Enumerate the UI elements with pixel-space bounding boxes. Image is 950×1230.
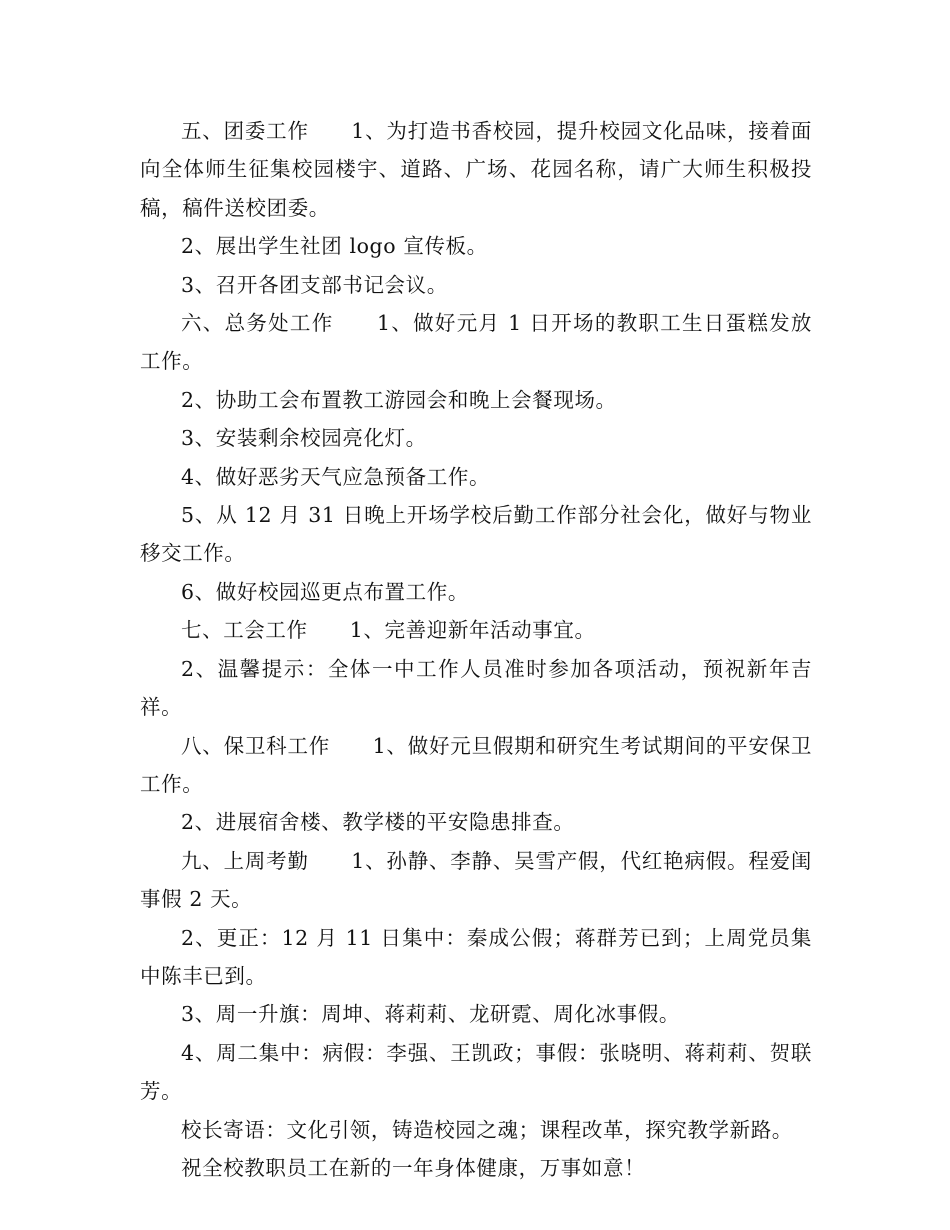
section-6-item-3: 3、安装剩余校园亮化灯。 bbox=[181, 426, 427, 451]
section-5-item-1: 五、团委工作 1、为打造书香校园，提升校园文化品味，接着面向全体师生征集校园楼宇、道路、广场、花园名称，请广大师生积极投稿，稿件送校团委。 bbox=[140, 119, 812, 220]
section-6-item-6: 6、做好校园巡更点布置工作。 bbox=[181, 579, 469, 604]
section-8-item-2: 2、进展宿舍楼、教学楼的平安隐患排查。 bbox=[181, 810, 575, 835]
section-5-item-3: 3、召开各团支部书记会议。 bbox=[181, 272, 448, 297]
section-8-item-1: 八、保卫科工作 1、做好元旦假期和研究生考试期间的平安保卫工作。 bbox=[140, 733, 812, 796]
section-6-item-5: 5、从 12 月 31 日晚上开场学校后勤工作部分社会化，做好与物业移交工作。 bbox=[140, 503, 812, 566]
section-6-item-4: 4、做好恶劣天气应急预备工作。 bbox=[181, 464, 491, 489]
section-6-item-1: 六、总务处工作 1、做好元月 1 日开场的教职工生日蛋糕发放工作。 bbox=[140, 311, 812, 374]
closing-wishes: 祝全校教职员工在新的一年身体健康，万事如意！ bbox=[181, 1155, 646, 1180]
section-7-item-1: 七、工会工作 1、完善迎新年活动事宜。 bbox=[181, 618, 596, 643]
section-6-item-2: 2、协助工会布置教工游园会和晚上会餐现场。 bbox=[181, 387, 617, 412]
section-9-item-4: 4、周二集中：病假：李强、王凯政；事假：张晓明、蒋莉莉、贺联芳。 bbox=[140, 1040, 812, 1104]
section-9-item-3: 3、周一升旗：周坤、蒋莉莉、龙研霓、周化冰事假。 bbox=[181, 1002, 680, 1027]
document-body bbox=[140, 112, 812, 1187]
section-7-item-2: 2、温馨提示：全体一中工作人员准时参加各项活动，预祝新年吉祥。 bbox=[140, 656, 812, 720]
principal-message: 校长寄语：文化引领，铸造校园之魂；课程改革，探究教学新路。 bbox=[181, 1117, 793, 1142]
section-9-item-2: 2、更正：12 月 11 日集中：秦成公假；蒋群芳已到；上周党员集中陈丰已到。 bbox=[140, 925, 812, 988]
section-9-item-1: 九、上周考勤 1、孙静、李静、吴雪产假，代红艳病假。程爱闺事假 2 天。 bbox=[140, 848, 812, 912]
section-5-item-2: 2、展出学生社团 logo 宣传板。 bbox=[181, 234, 488, 259]
